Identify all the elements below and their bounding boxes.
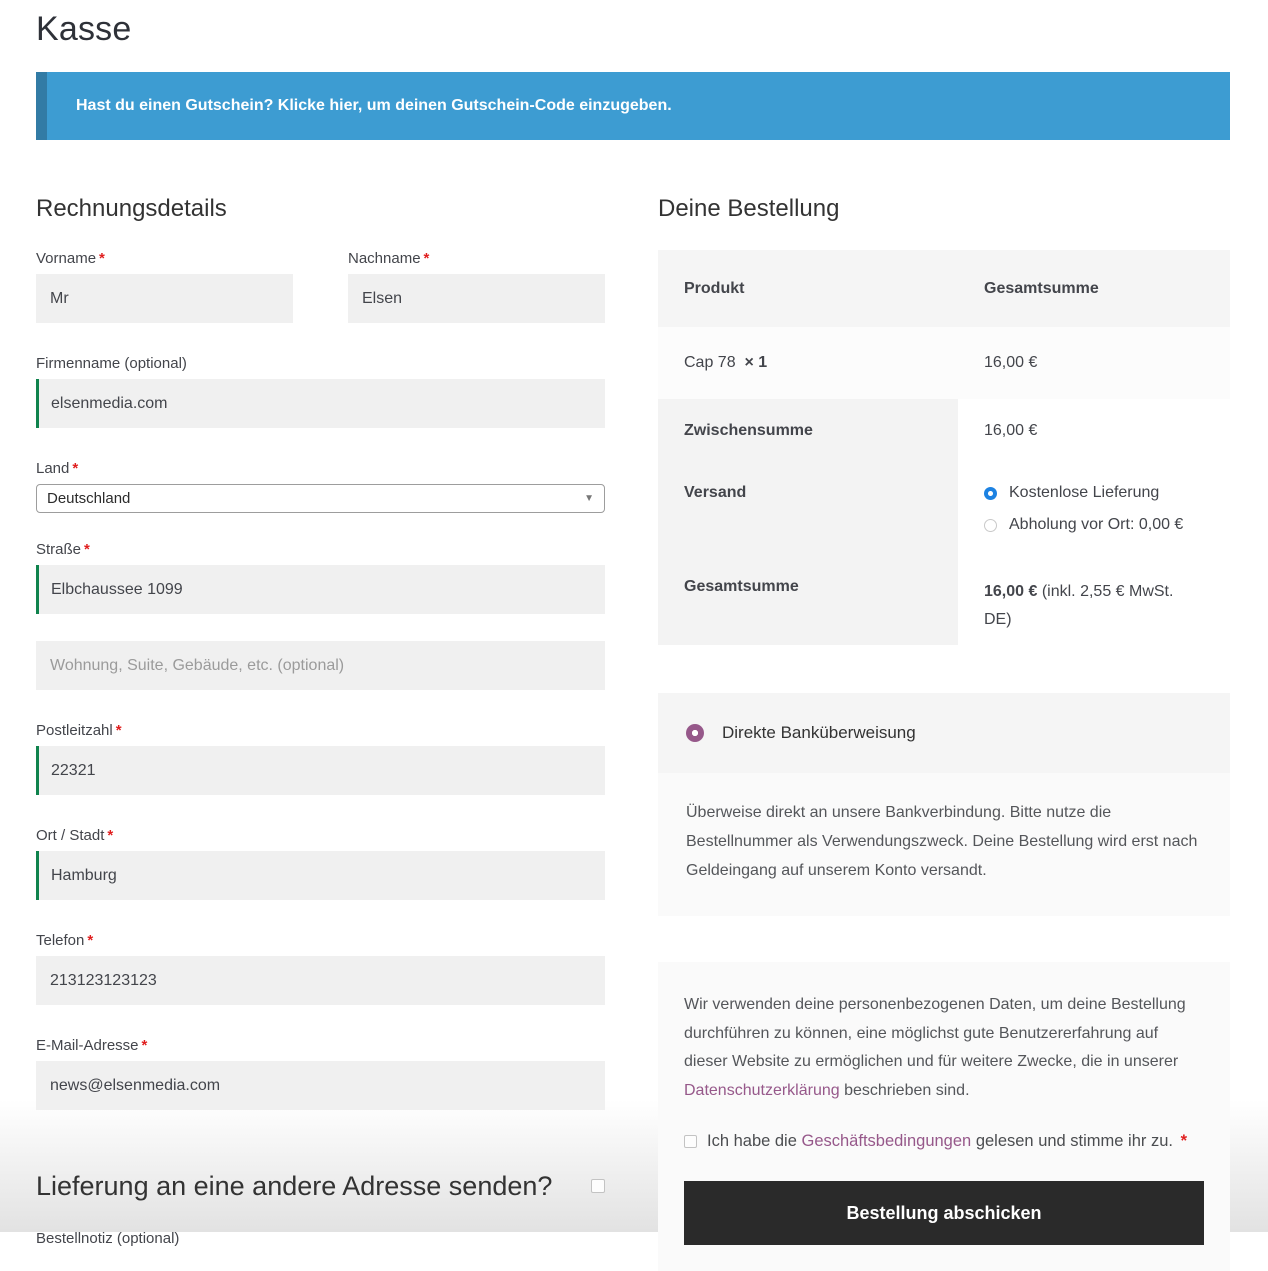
payment-method-label: Direkte Banküberweisung (722, 723, 916, 742)
country-select[interactable] (36, 484, 605, 513)
shipping-options (958, 463, 1230, 553)
privacy-policy-link[interactable]: Datenschutzerklärung (684, 1081, 840, 1099)
order-review-section (658, 196, 1230, 1271)
name-row (36, 250, 605, 355)
shipping-label: Versand (658, 463, 958, 553)
country-label: Land * (36, 460, 79, 477)
payment-method-bank-transfer[interactable] (658, 693, 1230, 773)
subtotal-value: 16,00 € (958, 399, 1230, 463)
chevron-down-icon: ▼ (584, 492, 594, 504)
order-review-table (658, 250, 1230, 645)
radio-selected-icon[interactable] (984, 487, 997, 500)
billing-heading: Rechnungsdetails (36, 195, 227, 222)
first-name-label: Vorname * (36, 250, 105, 267)
ship-to-different-address-heading: Lieferung an eine andere Adresse senden? (36, 1171, 553, 1201)
order-total-label: Gesamtsumme (658, 553, 958, 645)
required-mark: * (99, 250, 105, 267)
ship-to-different-address-row (36, 1171, 605, 1201)
street-label: Straße * (36, 541, 90, 558)
required-mark: * (423, 250, 430, 267)
tax-note: (inkl. 2,55 € MwSt. DE) (984, 583, 1174, 628)
coupon-banner[interactable] (36, 72, 1230, 140)
order-note-label: Bestellnotiz (optional) (36, 1230, 180, 1247)
shipping-option-local-pickup[interactable]: Abholung vor Ort: 0,00 € (984, 509, 1183, 541)
city-row (36, 827, 605, 900)
required-mark: * (107, 827, 114, 844)
address2-field[interactable] (36, 641, 605, 690)
payment-method-description: Überweise direkt an unsere Bankverbindung. Bitte nutze die Bestellnummer als Verwendungszweck. Deine Bestellung wird erst nach Geldeingang auf unserem Konto versandt. (658, 773, 1230, 916)
coupon-banner-text: Hast du einen Gutschein? Klicke hier, um deinen Gutschein-Code einzugeben. (76, 97, 672, 114)
required-mark: * (115, 722, 122, 739)
address2-row (36, 641, 605, 690)
order-total-value: 16,00 € (inkl. 2,55 € MwSt. DE) (958, 553, 1230, 645)
ship-to-different-address-checkbox[interactable] (591, 1179, 605, 1193)
required-mark: * (72, 460, 79, 477)
column-header-total: Gesamtsumme (958, 250, 1230, 327)
column-header-product: Produkt (658, 250, 958, 327)
order-heading: Deine Bestellung (658, 195, 840, 222)
city-label: Ort / Stadt * (36, 827, 114, 844)
company-row (36, 355, 605, 428)
billing-section (36, 196, 605, 1271)
email-field[interactable] (36, 1061, 605, 1110)
postcode-label: Postleitzahl * (36, 722, 122, 739)
street-row (36, 541, 605, 614)
company-label: Firmenname (optional) (36, 355, 187, 372)
email-label: E-Mail-Adresse * (36, 1037, 148, 1054)
phone-field[interactable] (36, 956, 605, 1005)
privacy-policy-text: Wir verwenden deine personenbezogenen Daten, um deine Bestellung durchführen zu können, eine möglichst gute Benutzererfahrung auf dieser Website zu ermöglichen und für weitere Zwecke, die in unserer Datenschutzerklärung beschrieben sind. (684, 996, 1186, 1099)
phone-row (36, 932, 605, 1005)
shipping-option-free-delivery[interactable]: Kostenlose Lieferung (984, 477, 1183, 509)
required-mark: * (87, 932, 94, 949)
required-mark: * (1180, 1132, 1188, 1150)
email-row (36, 1037, 605, 1110)
place-order-button[interactable]: Bestellung abschicken (684, 1181, 1204, 1245)
place-order-box (658, 962, 1230, 1271)
street-field[interactable] (36, 565, 605, 614)
country-selected-value: Deutschland (47, 490, 131, 507)
first-name-row (36, 250, 293, 323)
first-name-field[interactable] (36, 274, 293, 323)
last-name-field[interactable] (348, 274, 605, 323)
subtotal-label: Zwischensumme (658, 399, 958, 463)
required-mark: * (141, 1037, 148, 1054)
postcode-row (36, 722, 605, 795)
last-name-label: Nachname * (348, 250, 430, 267)
last-name-row (348, 250, 605, 323)
order-item-total: 16,00 € (958, 327, 1230, 399)
city-field[interactable] (36, 851, 605, 900)
phone-label: Telefon * (36, 932, 94, 949)
required-mark: * (84, 541, 90, 558)
postcode-field[interactable] (36, 746, 605, 795)
page-title: Kasse (36, 10, 132, 48)
order-item-quantity: × 1 (744, 354, 768, 371)
checkout-columns (36, 196, 1230, 1271)
order-item-name: Cap 78 × 1 (658, 327, 958, 399)
radio-selected-icon[interactable] (686, 724, 704, 742)
radio-unselected-icon[interactable] (984, 519, 997, 532)
terms-checkbox[interactable] (684, 1135, 697, 1148)
company-field[interactable] (36, 379, 605, 428)
terms-text: Ich habe die Geschäftsbedingungen gelesen und stimme ihr zu. * (707, 1132, 1188, 1150)
terms-link[interactable]: Geschäftsbedingungen (801, 1132, 972, 1150)
country-row (36, 460, 605, 513)
terms-row (684, 1132, 1204, 1151)
